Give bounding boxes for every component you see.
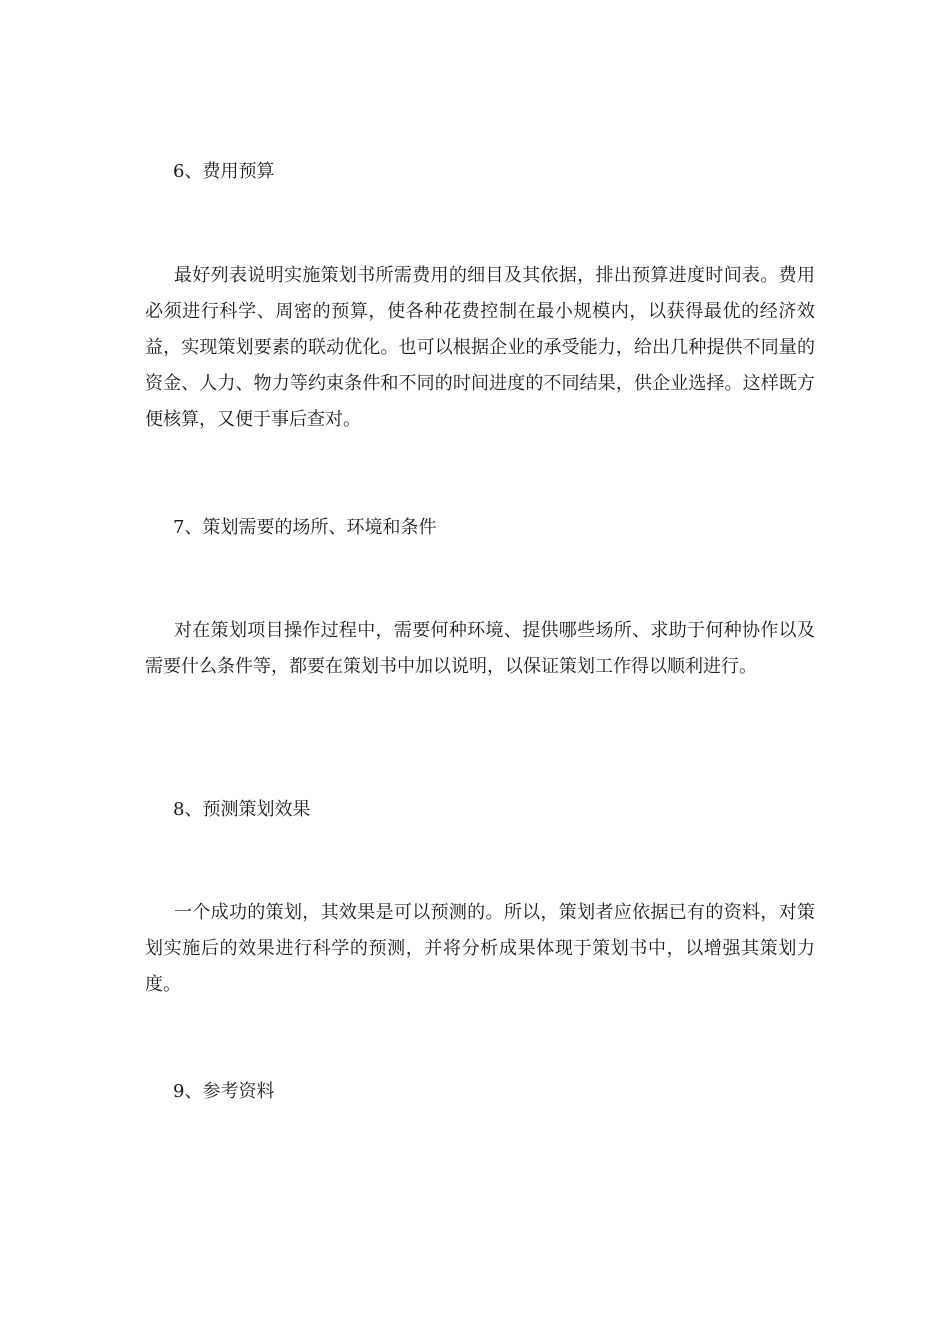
section-body-effect-forecast: 一个成功的策划，其效果是可以预测的。所以，策划者应依据已有的资料，对策划实施后的效果进行科学的预测，并将分析成果体现于策划书中，以增强其策划力度。 <box>145 902 815 995</box>
section-body-venue-conditions: 对在策划项目操作过程中，需要何种环境、提供哪些场所、求助于何种协作以及需要什么条件等，都要在策划书中加以说明，以保证策划工作得以顺利进行。 <box>145 620 815 677</box>
section-heading-effect-forecast: 8、预测策划效果 <box>173 799 311 820</box>
section-heading-venue-conditions: 7、策划需要的场所、环境和条件 <box>173 517 437 538</box>
section-heading-references: 9、参考资料 <box>173 1081 275 1102</box>
section-body-budget: 最好列表说明实施策划书所需费用的细目及其依据，排出预算进度时间表。费用必须进行科学、周密的预算，使各种花费控制在最小规模内，以获得最优的经济效益，实现策划要素的联动优化。也可以根据企业的承受能力，给出几种提供不同量的资金、人力、物力等约束条件和不同的时间进度的不同结果，供企业选择。这样既方便核算，又便于事后查对。 <box>145 265 815 430</box>
section-heading-budget: 6、费用预算 <box>173 161 275 182</box>
